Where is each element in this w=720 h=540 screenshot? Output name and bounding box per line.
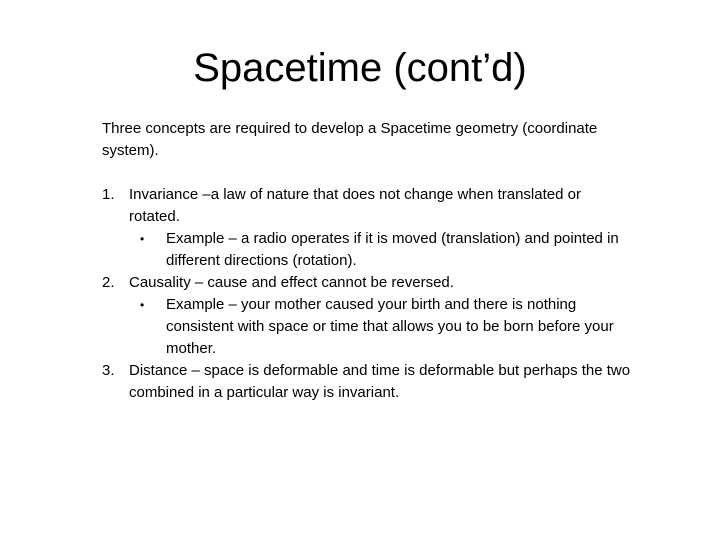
list-item-text: Causality – cause and effect cannot be reversed. [129,274,454,291]
bullet-icon: • [140,298,145,312]
list-item-text: Distance – space is deformable and time is deformable but perhaps the two combined in a particular way is invariant. [129,362,631,401]
sub-list-item [102,294,632,360]
sub-list-item-text: Example – your mother caused your birth and there is nothing consistent with space or time that allows you to be born before your mother. [166,296,614,357]
sub-list-item-text: Example – a radio operates if it is moved (translation) and pointed in different directions (rotation). [166,230,619,269]
intro-paragraph: Three concepts are required to develop a Spacetime geometry (coordinate system). [102,120,598,159]
bullet-icon: • [140,232,145,246]
slide-body [102,118,632,404]
list-item-number: 2. [102,274,115,291]
list-item-text: Invariance –a law of nature that does not change when translated or rotated. [129,186,581,225]
list-item [102,184,632,228]
list-item [102,272,632,294]
slide-title: Spacetime (cont’d) [193,46,527,90]
sub-list-item [102,228,632,272]
numbered-list [102,184,632,404]
list-item [102,360,632,404]
list-item-number: 3. [102,362,115,379]
list-item-number: 1. [102,186,115,203]
